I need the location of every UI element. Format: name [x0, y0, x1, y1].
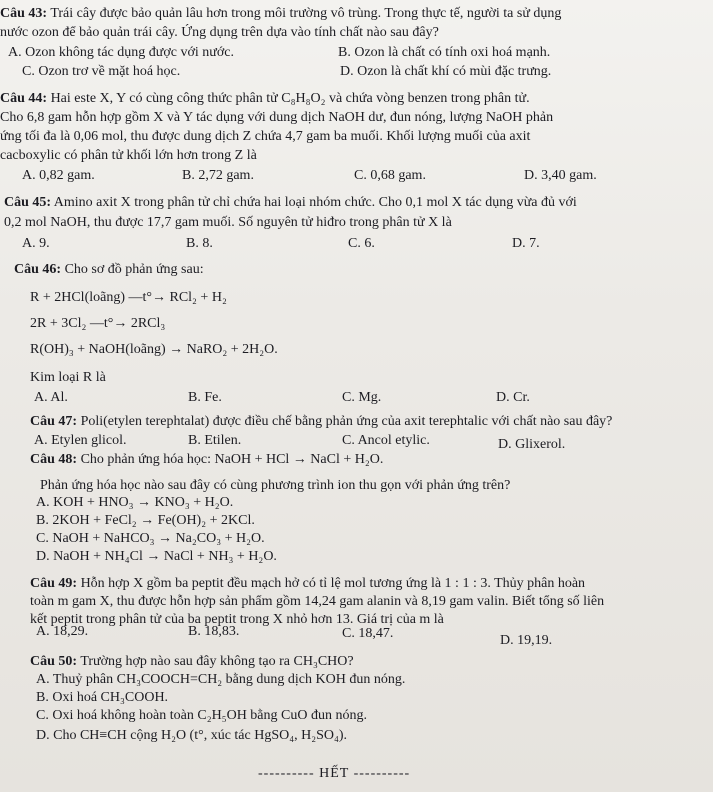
q43-option-c: C. Ozon trơ về mặt hoá học.	[22, 64, 181, 79]
q49-option-d: D. 19,19.	[500, 633, 553, 648]
q46-option-d: D. Cr.	[496, 390, 530, 405]
q46-text1: Cho sơ đồ phản ứng sau:	[64, 262, 204, 277]
q46-option-c: C. Mg.	[342, 390, 382, 405]
q44-text4: cacboxylic có phân tử khối lớn hơn trong Z là	[0, 148, 257, 163]
q47-option-b: B. Etilen.	[188, 433, 242, 448]
q43-line1	[0, 6, 561, 23]
q46-text2: Kim loại R là	[30, 370, 106, 385]
q45-option-b: B. 8.	[186, 236, 213, 251]
q46-option-a: A. Al.	[34, 390, 68, 405]
q48-option-c: C. NaOH + NaHCO₃ → Na₂CO₃ + H₂O.	[36, 531, 265, 546]
q43-text2: nước ozon để bảo quản trái cây. Ứng dụng trên dựa vào tính chất nào sau đây?	[0, 25, 439, 40]
q49-number: Câu 49:	[30, 576, 78, 591]
q45-option-c: C. 6.	[348, 236, 375, 251]
q49-option-b: B. 18,83.	[188, 624, 240, 639]
q43-option-d: D. Ozon là chất khí có mùi đặc trưng.	[340, 64, 552, 79]
q46-number: Câu 46:	[14, 262, 62, 277]
q43-number: Câu 43:	[0, 6, 48, 21]
q44-option-d: D. 3,40 gam.	[524, 168, 597, 183]
q45-option-d: D. 7.	[512, 236, 540, 251]
q43-option-a: A. Ozon không tác dụng được với nước.	[8, 45, 234, 60]
q44-option-a: A. 0,82 gam.	[22, 168, 95, 183]
q43-option-b: B. Ozon là chất có tính oxi hoá mạnh.	[338, 45, 551, 60]
q44-text2: Cho 6,8 gam hỗn hợp gồm X và Y tác dụng với dung dịch NaOH dư, đun nóng, lượng NaOH phản	[0, 110, 554, 125]
q46-equation-1: R + 2HCl(loãng) —t°→ RCl₂ + H₂	[30, 290, 227, 305]
q47-number: Câu 47:	[30, 414, 78, 429]
q45-text2: 0,2 mol NaOH, thu được 17,7 gam muối. Số nguyên tử hiđro trong phân tử X là	[4, 215, 452, 230]
q44-option-b: B. 2,72 gam.	[182, 168, 254, 183]
q45-line1	[4, 195, 577, 212]
q44-line1	[0, 91, 530, 108]
q46-line1	[14, 262, 204, 279]
q45-option-a: A. 9.	[22, 236, 50, 251]
q44-option-c: C. 0,68 gam.	[354, 168, 426, 183]
q50-option-b: B. Oxi hoá CH₃COOH.	[36, 690, 169, 705]
q49-option-a: A. 18,29.	[36, 624, 89, 639]
q50-option-d: D. Cho CH≡CH cộng H₂O (t°, xúc tác HgSO₄, H₂SO₄).	[36, 728, 348, 743]
q46-option-b: B. Fe.	[188, 390, 222, 405]
end-marker: ---------- HẾT ----------	[258, 766, 411, 781]
q48-option-b: B. 2KOH + FeCl₂ → Fe(OH)₂ + 2KCl.	[36, 513, 255, 528]
q50-number: Câu 50:	[30, 654, 78, 669]
q48-text1: Cho phản ứng hóa học: NaOH + HCl → NaCl + H₂O.	[80, 452, 384, 467]
q46-equation-3: R(OH)₃ + NaOH(loãng) → NaRO₂ + 2H₂O.	[30, 342, 278, 357]
q50-option-c: C. Oxi hoá không hoàn toàn C₂H₅OH bằng CuO đun nóng.	[36, 708, 367, 723]
q47-option-c: C. Ancol etylic.	[342, 433, 430, 448]
q48-option-d: D. NaOH + NH₄Cl → NaCl + NH₃ + H₂O.	[36, 549, 277, 564]
q43-text1: Trái cây được bảo quản lâu hơn trong môi trường vô trùng. Trong thực tế, người ta sử dụng	[50, 6, 562, 21]
q49-line1	[30, 576, 585, 593]
q49-text1: Hỗn hợp X gồm ba peptit đều mạch hở có tỉ lệ mol tương ứng là 1 : 1 : 3. Thủy phân hoàn	[80, 576, 586, 591]
q49-option-c: C. 18,47.	[342, 626, 394, 641]
q48-number: Câu 48:	[30, 452, 78, 467]
q49-text2: toàn m gam X, thu được hỗn hợp sản phẩm gồm 14,24 gam alanin và 8,19 gam valin. Biết tổng số liên	[30, 594, 605, 609]
q50-line1	[30, 654, 354, 671]
q47-line1	[30, 414, 612, 431]
q44-text1: Hai este X, Y có cùng công thức phân tử C₈H₈O₂ và chứa vòng benzen trong phân tử.	[50, 91, 530, 106]
q48-option-a: A. KOH + HNO₃ → KNO₃ + H₂O.	[36, 495, 234, 510]
q47-option-d: D. Glixerol.	[498, 437, 566, 452]
q50-text1: Trường hợp nào sau đây không tạo ra CH₃CHO?	[80, 654, 354, 669]
q44-text3: ứng tối đa là 0,06 mol, thu được dung dịch Z chứa 4,7 gam ba muối. Khối lượng muối của axit	[0, 129, 531, 144]
q46-equation-2: 2R + 3Cl₂ —t°→ 2RCl₃	[30, 316, 166, 331]
q44-number: Câu 44:	[0, 91, 48, 106]
q48-text2: Phản ứng hóa học nào sau đây có cùng phương trình ion thu gọn với phản ứng trên?	[40, 478, 511, 493]
q45-number: Câu 45:	[4, 195, 52, 210]
q48-line1	[30, 452, 383, 469]
q49-text3: kết peptit trong phân tử của ba peptit trong X nhỏ hơn 13. Giá trị của m là	[30, 612, 444, 627]
q47-text1: Poli(etylen terephtalat) được điều chế bằng phản ứng của axit terephtalic với chất nào sau đây?	[80, 414, 613, 429]
q50-option-a: A. Thuỷ phân CH₃COOCH=CH₂ bằng dung dịch KOH đun nóng.	[36, 672, 406, 687]
q47-option-a: A. Etylen glicol.	[34, 433, 127, 448]
q45-text1: Amino axit X trong phân tử chỉ chứa hai loại nhóm chức. Cho 0,1 mol X tác dụng vừa đủ với	[53, 195, 577, 210]
